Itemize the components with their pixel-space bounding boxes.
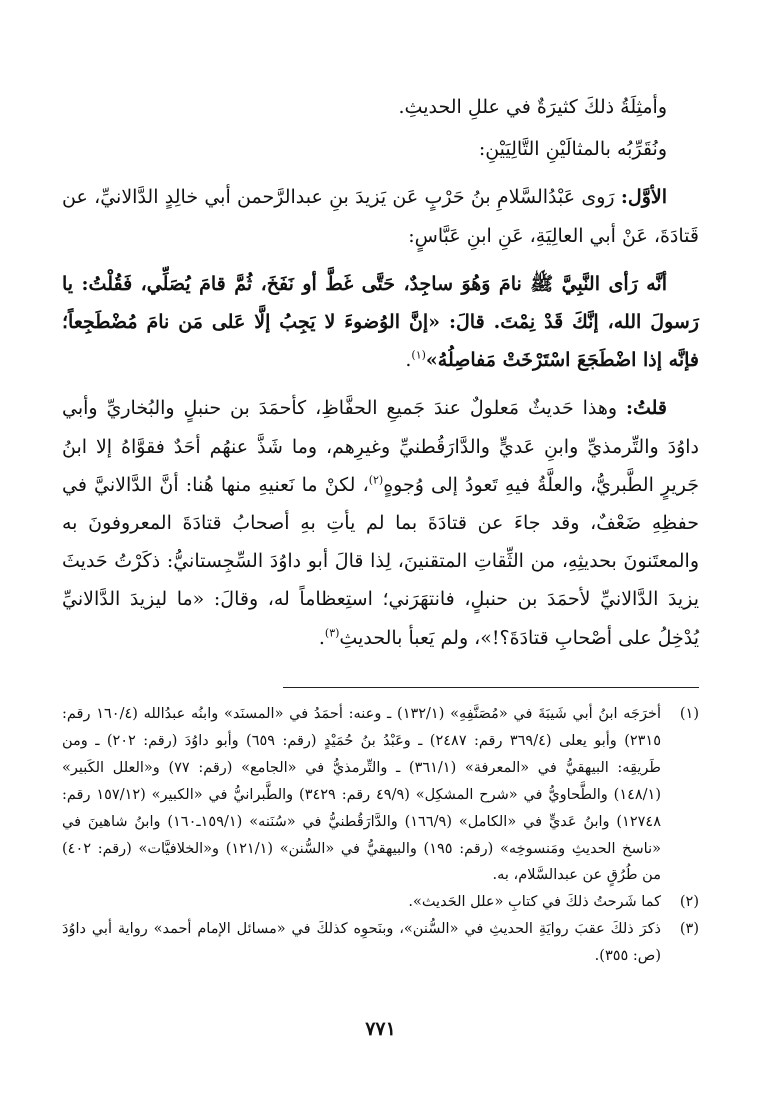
paragraph-intro-text: وأمثِلَةُ ذلكَ كثيرَةٌ في عللِ الحديثِ.: [398, 96, 667, 118]
commentary-end: .: [318, 626, 325, 649]
paragraph-first-example: [62, 178, 699, 254]
first-example-text: رَوى عَبْدُالسَّلامِ بنُ حَرْبٍ عَن يَزيدَ بنِ عبدالرَّحمن أبي خالِدٍ الدَّالانيِّ، عن قَتادَةَ، عَنْ أبي العالِيَةِ، عَنِ ابنِ عَبَّاسٍ:: [62, 186, 699, 247]
footnote-3-text: ذكرَ ذلكَ عقبَ روايَةِ الحديثِ في «السُّنن»، وبنَحوِه كذلكَ في «مسائل الإمام أحمد» رواية أبي داوُدَ (ص: ٣٥٥).: [62, 921, 661, 965]
footnote-3-number: (٣): [679, 921, 699, 938]
footnotes: [62, 701, 699, 970]
footnote-divider: [283, 687, 699, 688]
footnote-1-number: (١): [679, 706, 699, 722]
hadith-text: أنَّه رَأى النَّبِيَّ ﷺ نامَ وَهُوَ ساجِدٌ، حَتَّى غَطَّ أو نَفَخَ، ثُمَّ قامَ يُصَلِّي، فَقُلْتُ: يا رَسولَ الله، إنَّكَ قَدْ نِمْتَ. قالَ: «إنَّ الوُضوءَ لا يَجِبُ إلَّا عَلى مَن نامَ مُضْطَجِعاً؛ فإنَّه إذا اضْطَجَعَ اسْتَرْخَتْ مَفاصِلُهُ»: [62, 272, 699, 372]
commentary-text-2: ، لكنْ ما نَعنيهِ منها هُنا: أنَّ الدَّالانيَّ في حفظِهِ ضَعْفٌ، وقد جاءَ عن قتادَةَ بما لم يأتِ بهِ أصحابُ قتادَةَ المعروفونَ به والمعتَنونَ بحديثِهِ، من الثِّقاتِ المتقنينَ، لِذا قالَ أبو داوُدَ السِّجِستانيُّ: ذكَرْتُ حَديثَ يزيدَ الدَّالانيِّ لأحمَدَ بن حنبلٍ، فانتهَرَني؛ استِعظاماً له، وقالَ: «ما ليزيدَ الدَّالانيِّ يُدْخِلُ على أصْحابِ قتادَةَ؟!»، ولم يَعبأ بالحديثِ: [62, 473, 699, 649]
hadith-end: .: [405, 349, 412, 372]
first-example-label: الأوَّل:: [620, 186, 667, 209]
footnote-2: [62, 889, 699, 916]
paragraph-commentary: [62, 389, 699, 656]
footnote-ref-3[interactable]: (٣): [324, 626, 340, 640]
footnote-1-text: أخرَجَه ابنُ أبي شَيبَةَ في «مُصَنَّفِهِ» (١٣٢/١) ـ وعنه: أحمَدُ في «المسنَد» وابنُه عبدُالله (١٦٠/٤ رقم: ٢٣١٥) وأبو يعلى (٣٦٩/٤ رقم: ٢٤٨٧) ـ وعَبْدُ بنُ حُمَيْدٍ (رقم: ٦٥٩) وأبو داوُدَ (رقم: ٢٠٢) ـ ومن طَريقِه: البيهقيُّ في «المعرفة» (٣٦١/١) ـ والتِّرمذيُّ في «الجامع» (رقم: ٧٧) و«العلل الكَبير» (١٤٨/١) والطَّحاويُّ في «شرح المشكِل» (٤٩/٩ رقم: ٣٤٢٩) والطَّبرانيُّ في «الكبير» (١٥٧/١٢ رقم: ١٢٧٤٨) وابنُ عَديٍّ في «الكامل» (١٦٦/٩) والدَّارَقُطنيُّ في «سُنَنه» (١٥٩/١ـ١٦٠) وابنُ شاهينَ في «ناسخ الحديثِ ومَنسوخِه» (رقم: ١٩٥) والبيهقيُّ في «السُّنن» (١٢١/١) و«الخلافيَّات» (رقم: ٤٠٢) من طُرُقٍ عن عبدالسَّلام، به.: [62, 706, 662, 884]
footnote-ref-2[interactable]: (٢): [368, 473, 384, 487]
page-number: ٧٧١: [365, 1018, 396, 1040]
paragraph-examples: [62, 130, 699, 168]
footnote-1: [62, 701, 699, 889]
commentary-text: وهذا حَديثٌ مَعلولٌ عندَ جَميعِ الحفَّاظِ، كأحمَدَ بن حنبلٍ والبُخاريِّ وأبي داوُدَ والتِّرمذيِّ وابنِ عَديٍّ والدَّارَقُطنيِّ وغيرِهم، وما شَذَّ عنهُم أحَدٌ فقوَّاهُ إلا ابنُ جَريرٍ الطَّبريُّ، والعلَّةُ فيهِ تَعودُ إلى وُجوهٍ: [62, 397, 699, 496]
footnote-2-number: (٢): [679, 894, 699, 911]
paragraph-hadith: [62, 265, 699, 380]
paragraph-intro: [62, 88, 699, 126]
footnote-3: [62, 916, 699, 970]
commentary-label: قلتُ:: [625, 397, 668, 420]
paragraph-examples-text: ونُقَرِّبُه بالمثالَيْنِ التَّالِيَيْنِ:: [478, 138, 667, 161]
footnote-2-text: كما شَرحتُ ذلكَ في كتابِ «علل الحَديث».: [408, 894, 661, 911]
main-text: [62, 88, 699, 657]
footnote-ref-1[interactable]: (١): [411, 348, 426, 362]
